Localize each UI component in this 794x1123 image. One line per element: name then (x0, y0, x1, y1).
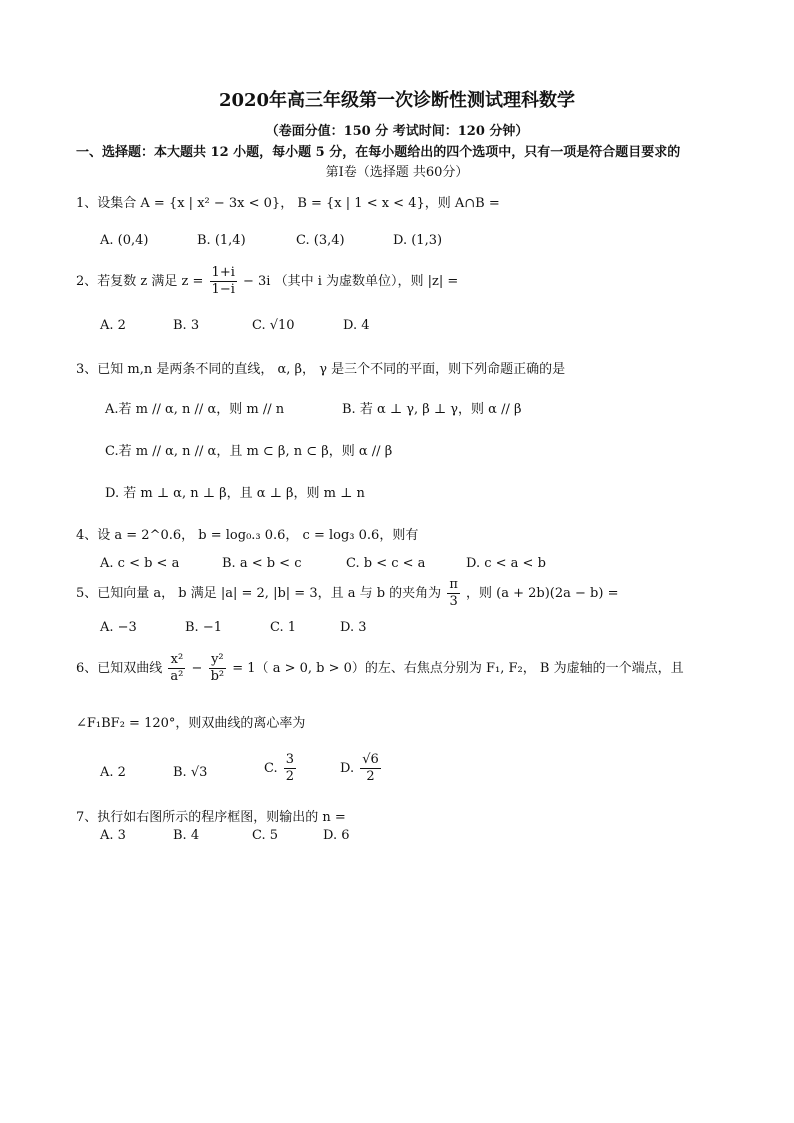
question-6-y-denominator: b² (210, 669, 225, 684)
question-5-stem (76, 577, 618, 610)
question-4-option-a: A. c < b < a (100, 556, 180, 571)
question-1-option-d: D. (1,3) (393, 233, 443, 248)
question-4-option-b: B. a < b < c (222, 556, 302, 571)
question-6-option-b: B. √3 (173, 765, 208, 780)
question-6-option-c (264, 752, 298, 785)
question-4-option-c: C. b < c < a (346, 556, 426, 571)
question-5-fraction (447, 577, 460, 610)
question-1-stem: 1、设集合 A = {x | x² − 3x < 0}， B = {x | 1 < x < 4}，则 A∩B = (76, 196, 500, 211)
question-2-option-a: A. 2 (100, 318, 126, 333)
question-6-stem (76, 652, 684, 685)
question-6-fraction-x (168, 652, 185, 685)
question-6-x-numerator: x² (168, 652, 185, 669)
question-2-denominator: 1−i (211, 282, 235, 297)
exam-subtitle: （卷面分值：150 分 考试时间：120 分钟） (265, 124, 529, 139)
question-5-prefix: 5、已知向量 a， b 满足 |a| = 2, |b| = 3，且 a 与 b 的夹角为 (76, 586, 442, 601)
question-5-option-d: D. 3 (340, 620, 367, 635)
question-6-option-d-denominator: 2 (366, 769, 375, 784)
question-5-option-b: B. −1 (185, 620, 222, 635)
question-7-option-a: A. 3 (100, 828, 126, 843)
question-2-prefix: 2、若复数 z 满足 z = (76, 274, 204, 289)
question-5-numerator: π (449, 577, 458, 592)
question-6-minus: − (191, 661, 203, 676)
question-2-stem (76, 265, 458, 298)
question-2-suffix: − 3i （其中 i 为虚数单位），则 |z| = (243, 274, 459, 289)
question-2-fraction (210, 265, 237, 298)
question-6-option-d (340, 752, 383, 785)
question-4-option-d: D. c < a < b (466, 556, 546, 571)
question-7-option-c: C. 5 (252, 828, 279, 843)
question-6-option-c-denominator: 2 (285, 769, 295, 784)
question-7-option-d: D. 6 (323, 828, 350, 843)
question-1-option-a: A. (0,4) (100, 233, 149, 248)
part-heading: 第Ⅰ卷（选择题 共60分） (325, 165, 469, 180)
question-3-option-a: A.若 m // α, n // α，则 m // n (105, 402, 285, 417)
question-5-suffix: ，则 (a + 2b)(2a − b) = (466, 586, 619, 601)
question-2-option-b: B. 3 (173, 318, 200, 333)
question-3-option-d: D. 若 m ⊥ α, n ⊥ β，且 α ⊥ β，则 m ⊥ n (105, 486, 365, 501)
question-6-option-d-numerator: √6 (362, 752, 379, 767)
question-6-fraction-y (209, 652, 227, 685)
question-6-x-denominator: a² (170, 669, 184, 684)
question-6-option-d-fraction (360, 752, 381, 785)
question-1-option-c: C. (3,4) (296, 233, 345, 248)
question-3-option-c: C.若 m // α, n // α，且 m ⊂ β, n ⊂ β，则 α // β (105, 444, 393, 459)
question-3-stem: 3、已知 m,n 是两条不同的直线， α, β， γ 是三个不同的平面，则下列命题正确的是 (76, 362, 566, 377)
question-6-option-c-fraction (284, 752, 296, 785)
question-4-stem: 4、设 a = 2^0.6， b = log₀.₃ 0.6， c = log₃ 0.6，则有 (76, 528, 419, 543)
question-5-denominator: 3 (449, 594, 458, 609)
question-6-option-d-label: D. (340, 761, 355, 776)
question-7-stem: 7、执行如右图所示的程序框图，则输出的 n = (76, 810, 346, 825)
question-2-numerator: 1+i (211, 265, 235, 280)
question-6-option-c-numerator: 3 (285, 752, 295, 767)
question-3-option-b: B. 若 α ⊥ γ, β ⊥ γ，则 α // β (342, 402, 522, 417)
question-6-suffix: = 1（ a > 0, b > 0）的左、右焦点分别为 F₁, F₂， B 为虚轴的一个端点，且 (232, 661, 684, 676)
question-2-option-c: C. √10 (252, 318, 295, 333)
question-7-option-b: B. 4 (173, 828, 200, 843)
question-5-option-a: A. −3 (100, 620, 137, 635)
exam-title: 2020年高三年级第一次诊断性测试理科数学 (218, 90, 576, 111)
question-6-option-c-label: C. (264, 761, 278, 776)
question-1-option-b: B. (1,4) (197, 233, 246, 248)
question-6-line-2: ∠F₁BF₂ = 120°，则双曲线的离心率为 (76, 716, 306, 731)
question-6-y-numerator: y² (209, 652, 227, 669)
question-6-option-a: A. 2 (100, 765, 126, 780)
question-2-option-d: D. 4 (343, 318, 370, 333)
question-5-option-c: C. 1 (270, 620, 297, 635)
section-heading: 一、选择题：本大题共 12 小题，每小题 5 分，在每小题给出的四个选项中，只有一项是符合题目要求的 (76, 145, 681, 160)
question-6-prefix: 6、已知双曲线 (76, 661, 163, 676)
